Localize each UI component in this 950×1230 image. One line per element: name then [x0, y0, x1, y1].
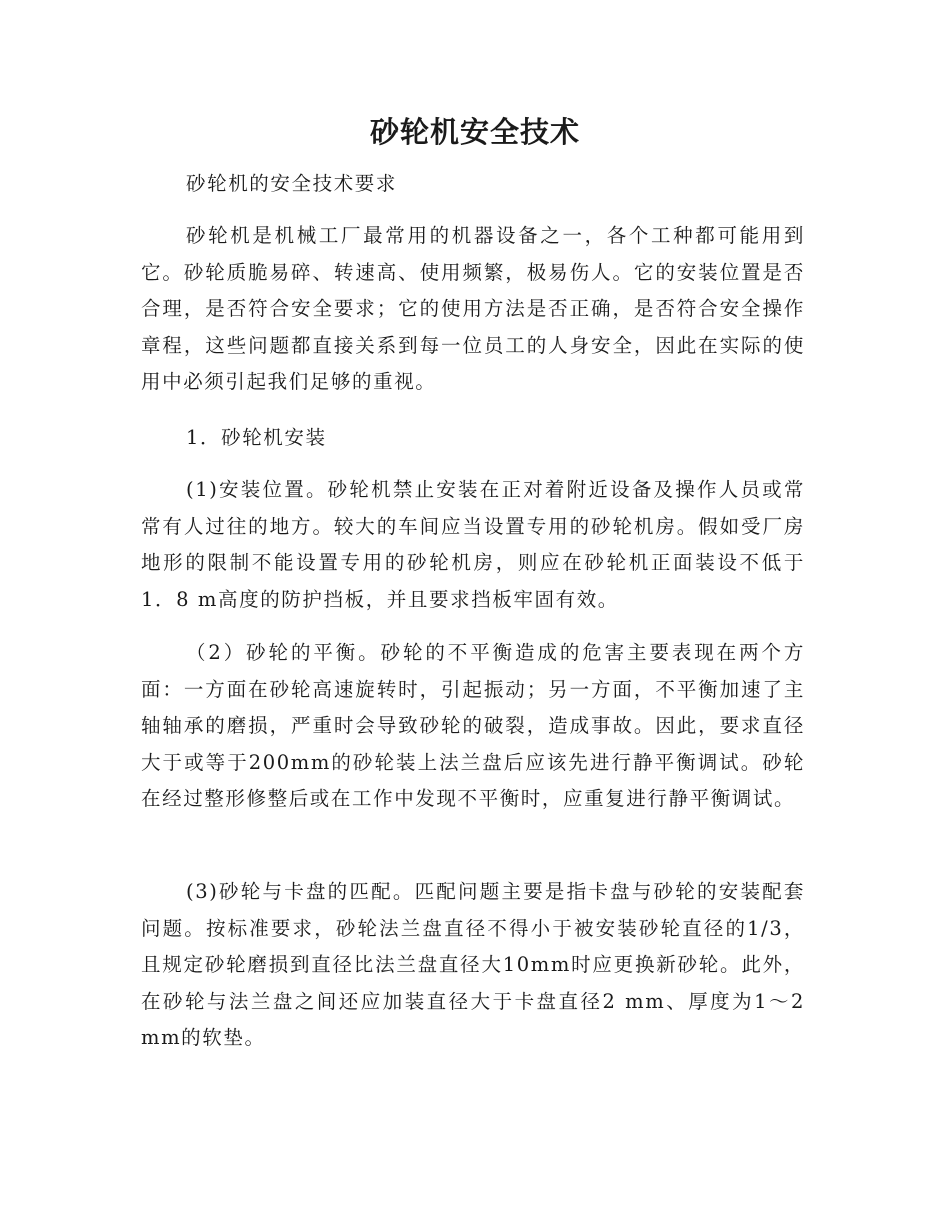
document-title: 砂轮机安全技术: [369, 115, 580, 149]
subtitle-paragraph: 砂轮机的安全技术要求: [186, 172, 398, 195]
item-wheel-balance: （2）砂轮的平衡。砂轮的不平衡造成的危害主要表现在两个方面：一方面在砂轮高速旋转时，引起振动；另一方面，不平衡加速了主轴轴承的磨损，严重时会导致砂轮的破裂，造成事故。因此，要求直径大于或等于200mm的砂轮装上法兰盘后应该先进行静平衡调试。砂轮在经过整形修整后或在工作中发现不平衡时，应重复进行静平衡调试。: [141, 641, 805, 810]
section-heading: 1．砂轮机安装: [186, 426, 327, 449]
item-wheel-chuck-match: (3)砂轮与卡盘的匹配。匹配问题主要是指卡盘与砂轮的安装配套问题。按标准要求，砂轮法兰盘直径不得小于被安装砂轮直径的1/3，且规定砂轮磨损到直径比法兰盘直径大10mm时应更换新砂轮。此外，在砂轮与法兰盘之间还应加装直径大于卡盘直径2 mm、厚度为1～2 mm的软垫。: [141, 880, 805, 1049]
item-install-position: (1)安装位置。砂轮机禁止安装在正对着附近设备及操作人员或常常有人过往的地方。较大的车间应当设置专用的砂轮机房。假如受厂房地形的限制不能设置专用的砂轮机房，则应在砂轮机正面装设不低于1．8 m高度的防护挡板，并且要求挡板牢固有效。: [141, 478, 805, 611]
intro-paragraph: 砂轮机是机械工厂最常用的机器设备之一，各个工种都可能用到它。砂轮质脆易碎、转速高、使用频繁，极易伤人。它的安装位置是否合理，是否符合安全要求；它的使用方法是否正确，是否符合安全操作章程，这些问题都直接关系到每一位员工的人身安全，因此在实际的使用中必须引起我们足够的重视。: [141, 224, 805, 393]
